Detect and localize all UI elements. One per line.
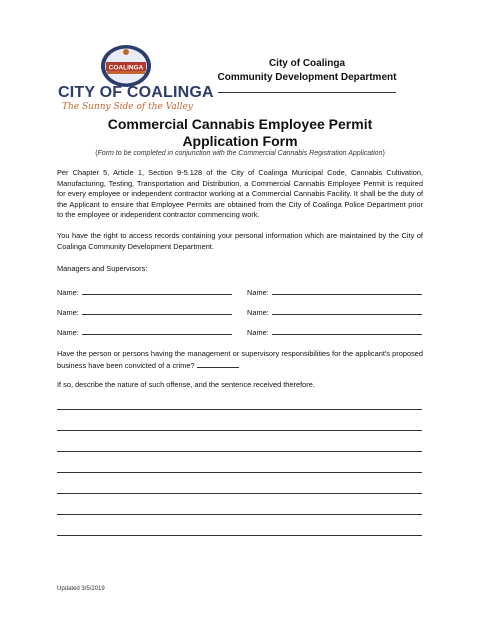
department-header (216, 57, 398, 85)
department-name: Community Development Department (217, 72, 397, 83)
name-field-6[interactable] (247, 326, 422, 337)
conviction-question-text: Have the person or persons having the management or supervisory responsibilities for the applicant's proposed business have been convicted of a crime? (57, 349, 423, 370)
city-logo (58, 44, 214, 114)
name-field-2[interactable] (247, 286, 422, 297)
name-blank[interactable] (82, 306, 232, 315)
answer-line[interactable] (57, 451, 422, 452)
privacy-paragraph: You have the right to access records containing your personal information which are maintained by the City of Coalinga Community Development Department. (57, 231, 423, 251)
subtitle-paren-open: ( (95, 150, 98, 157)
intro-paragraph: Per Chapter 5, Article 1, Section 9-5.128 of the City of Coalinga Municipal Code, Cannabis Cultivation, Manufacturing, Testing, Transportation and Distribution, a Commercial Cannabis Employee Permit is required for every employee or independent contractor working at a Commercial Cannabis Facility. It shall be the duty of the Applicant to ensure that Employee Permits are obtained from the City of Coalinga Police Department prior to the employee or independent contractor commencing work. (57, 168, 423, 220)
logo-tagline: The Sunny Side of the Valley (62, 102, 193, 112)
name-blank[interactable] (82, 286, 232, 295)
name-label: Name: (57, 288, 79, 297)
answer-line[interactable] (57, 409, 422, 410)
name-field-1[interactable] (57, 286, 232, 297)
answer-line[interactable] (57, 514, 422, 515)
form-subtitle (0, 150, 480, 157)
conviction-answer-blank[interactable] (197, 360, 239, 368)
name-blank[interactable] (272, 326, 422, 335)
answer-line[interactable] (57, 472, 422, 473)
answer-line[interactable] (57, 430, 422, 431)
form-title (0, 116, 480, 150)
city-seal-icon (100, 44, 152, 88)
name-field-3[interactable] (57, 306, 232, 317)
name-blank[interactable] (82, 326, 232, 335)
answer-line[interactable] (57, 493, 422, 494)
seal-text: COALINGA (108, 64, 144, 72)
name-blank[interactable] (272, 306, 422, 315)
name-label: Name: (57, 308, 79, 317)
name-label: Name: (247, 328, 269, 337)
name-label: Name: (247, 308, 269, 317)
name-blank[interactable] (272, 286, 422, 295)
header-rule (218, 92, 396, 93)
name-label: Name: (57, 328, 79, 337)
subtitle-paren-close: ) (382, 150, 385, 157)
conviction-question (57, 349, 423, 371)
form-title-line1: Commercial Cannabis Employee Permit (107, 116, 373, 132)
logo-wordmark: CITY OF COALINGA (58, 84, 214, 101)
managers-label: Managers and Supervisors: (57, 264, 148, 273)
offense-prompt: If so, describe the nature of such offense, and the sentence received therefore. (57, 380, 315, 389)
updated-date: Updated 3/5/2019 (57, 586, 105, 592)
name-field-4[interactable] (247, 306, 422, 317)
form-title-line2: Application Form (182, 133, 298, 149)
city-name: City of Coalinga (268, 58, 346, 69)
answer-line[interactable] (57, 535, 422, 536)
name-label: Name: (247, 288, 269, 297)
name-field-5[interactable] (57, 326, 232, 337)
subtitle-text: Form to be completed in conjunction with the Commercial Cannabis Registration Application (97, 150, 383, 157)
